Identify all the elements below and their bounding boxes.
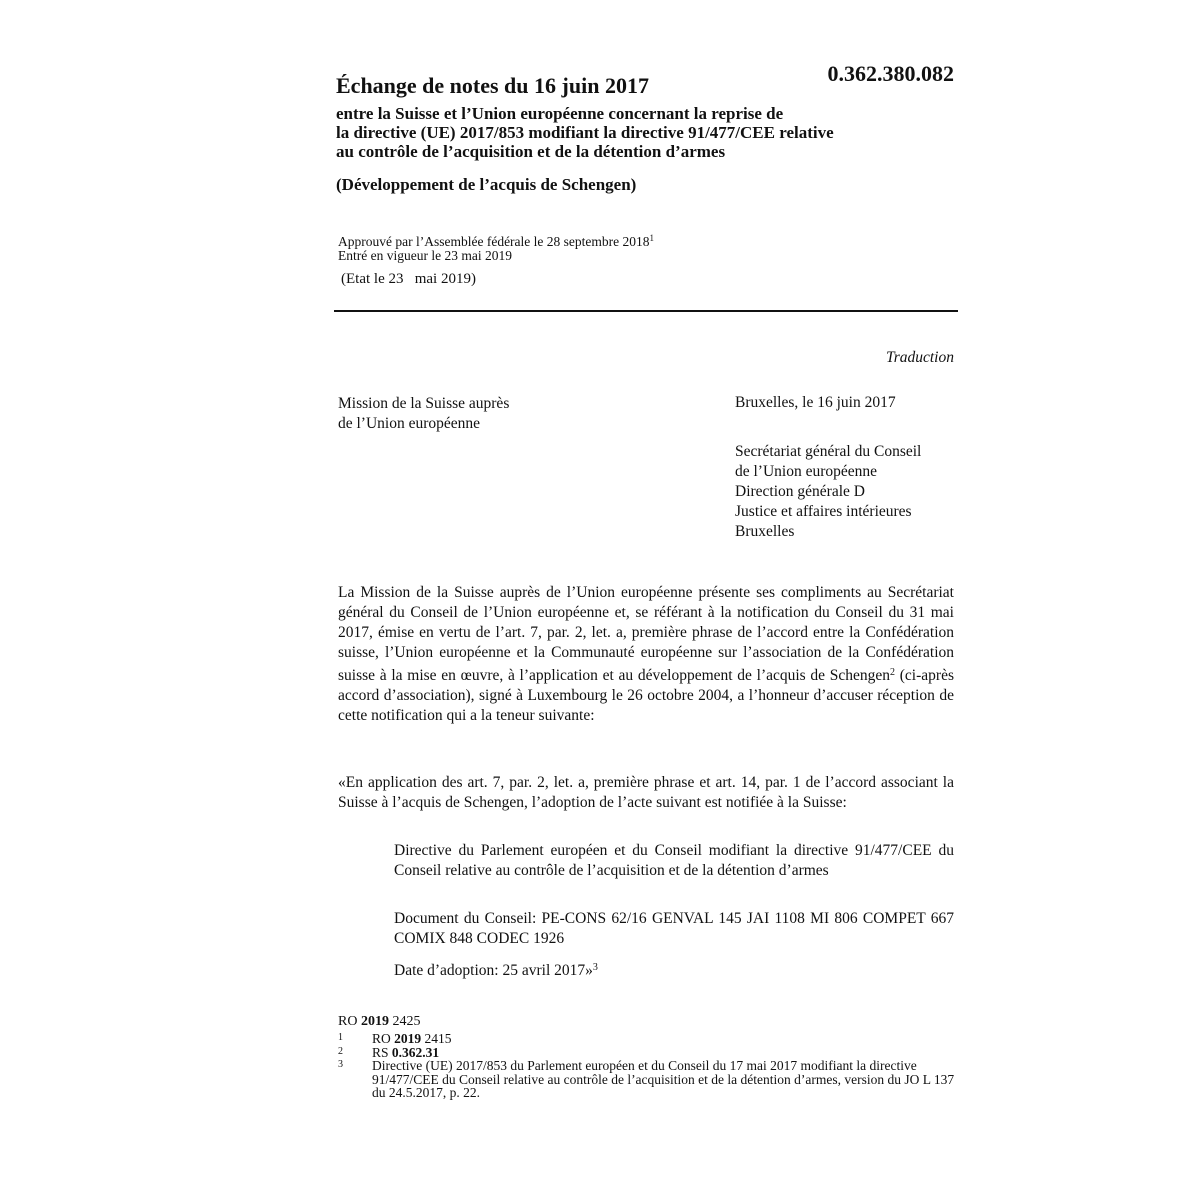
footnote-number: 1 [338,1032,343,1043]
recipient-line: Justice et affaires intérieures [735,503,912,520]
footnote-prefix: RS [372,1044,389,1060]
footnote-text [372,1032,958,1046]
footnote-text: Directive (UE) 2017/853 du Parlement européen et du Conseil du 17 mai 2017 modifiant la directive 91/477/CEE du Conseil relative au contrôle de l’acquisition et de la détention d’armes, version du JO L 137 du 24.5.2017, p. 22. [372,1058,955,1100]
ro-prefix: RO [338,1014,358,1029]
footnote-bold: 2019 [394,1031,422,1046]
footnote-ref: 2 [890,667,896,678]
quoted-directive: Directive du Parlement européen et du Conseil modifiant la directive 91/477/CEE du Conseil relative au contrôle de l’acquisition et de la détention d’armes [394,842,954,879]
approval-line [338,231,654,249]
approval-text: Approuvé par l’Assemblée fédérale le 28 septembre 2018 [338,234,650,249]
ro-reference [338,1014,420,1030]
subtitle-line: la directive (UE) 2017/853 modifiant la directive 91/477/CEE relative [336,123,834,142]
adoption-date-text: Date d’adoption: 25 avril 2017» [394,962,593,979]
document-number: 0.362.380.082 [827,61,954,86]
footnote-ref: 1 [649,233,655,243]
footnote-bold: 0.362.31 [391,1044,440,1060]
recipient-line: Secrétariat général du Conseil [735,443,922,460]
ro-year: 2019 [360,1014,389,1029]
approval-info [338,231,654,263]
quoted-council-document: Document du Conseil: PE-CONS 62/16 GENVAL 145 JAI 1108 MI 806 COMPET 667 COMIX 848 CODEC 1926 [394,910,954,947]
recipient-line: de l’Union européenne [735,463,878,480]
in-force-line: Entré en vigueur le 23 mai 2019 [338,248,512,263]
traduction-label: Traduction [885,349,954,366]
recipient-address [735,442,921,542]
paragraph-text: (ci-après accord d’association), signé à Luxembourg le 26 octobre 2004, a l’honneur d’accuser réception de cette notification qui a la teneur suivante: [338,667,954,724]
footnote-number: 2 [338,1045,343,1057]
quoted-adoption-date [394,958,954,981]
body-paragraph-1 [338,583,954,726]
footnotes [338,1032,958,1100]
footnote-3 [338,1059,958,1100]
status-date: (Etat le 23 mai 2019) [341,271,476,287]
paragraph-text: La Mission de la Suisse auprès de l’Union européenne présente ses compliments au Secrétariat général du Conseil de l’Union européenne et, se référant à la notification du Conseil du 31 mai 2017, émise en vertu de l’art. 7, par. 2, let. a, première phrase de l’accord entre la Confédération suisse, l’Union européenne et la Communauté européenne sur l’association de la Confédération suisse à la mise en œuvre, à l’application et au développement de l’acquis de Schengen [338,584,954,684]
subtitle-line: entre la Suisse et l’Union européenne concernant la reprise de [336,104,784,123]
footnote-text [372,1046,958,1060]
subtitle-line: au contrôle de l’acquisition et de la détention d’armes [336,142,726,161]
sender-line: Mission de la Suisse auprès [338,395,510,412]
footnote-rest: 2415 [424,1031,452,1046]
footnote-ref: 3 [592,962,598,973]
body-paragraph-2: «En application des art. 7, par. 2, let. a, première phrase et art. 14, par. 1 de l’accord associant la Suisse à l’acquis de Schengen, l’adoption de l’acte suivant est notifiée à la Suisse: [338,774,954,811]
schengen-heading: (Développement de l’acquis de Schengen) [336,175,637,194]
footnote-2 [338,1046,958,1060]
document-title: Échange de notes du 16 juin 2017 [336,73,649,98]
recipient-line: Bruxelles [735,523,795,540]
footnote-1 [338,1032,958,1046]
sender-line: de l’Union européenne [338,415,481,432]
letter-date: Bruxelles, le 16 juin 2017 [735,394,896,411]
ro-page: 2425 [392,1014,421,1029]
sender-address [338,394,509,434]
footnote-number: 3 [338,1059,343,1070]
document-subtitle [336,104,834,161]
recipient-line: Direction générale D [735,483,865,500]
separator-rule [334,310,958,312]
footnote-prefix: RO [372,1031,391,1046]
